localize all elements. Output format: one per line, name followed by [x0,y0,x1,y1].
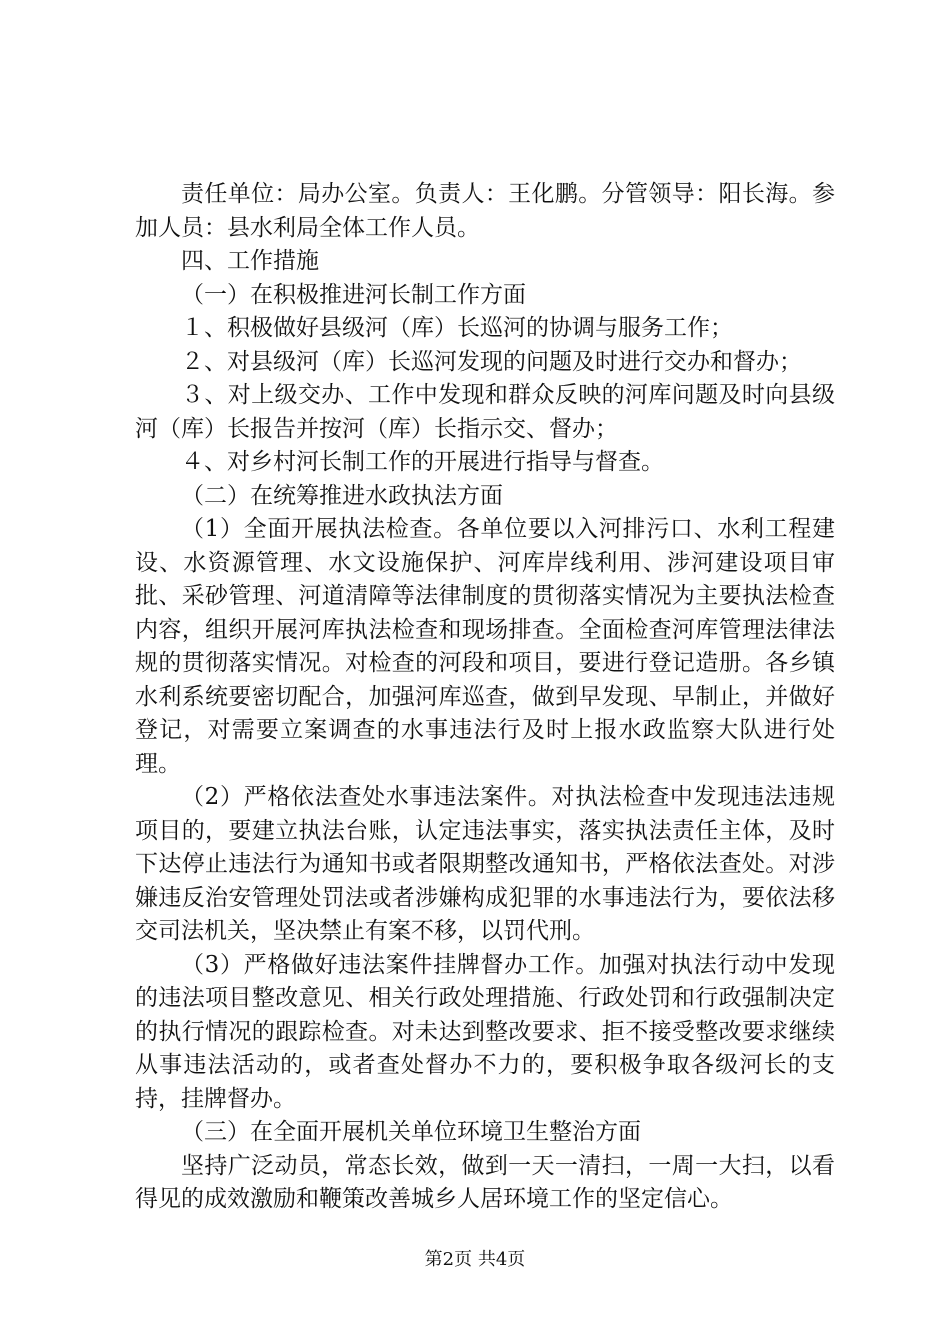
paragraph-supervision: （3）严格做好违法案件挂牌督办工作。加强对执法行动中发现的违法项目整改意见、相关行政处理措施、行政处罚和行政强制决定的执行情况的跟踪检查。对未达到整改要求、拒不接受整改要求继续从事违法活动的，或者查处督办不力的，要积极争取各级河长的支持，挂牌督办。 [135,951,835,1112]
list-item-4: ４、对乡村河长制工作的开展进行指导与督查。 [181,449,664,475]
section-heading-measures: 四、工作措施 [181,248,319,274]
paragraph-investigation: （2）严格依法查处水事违法案件。对执法检查中发现违法违规项目的，要建立执法台账，认定违法事实，落实执法责任主体，及时下达停止违法行为通知书或者限期整改通知书，严格依法查处。对涉嫌违反治安管理处罚法或者涉嫌构成犯罪的水事违法行为，要依法移交司法机关，坚决禁止有案不移，以罚代刑。 [135,784,835,944]
paragraph-inspection: （1）全面开展执法检查。各单位要以入河排污口、水利工程建设、水资源管理、水文设施保护、河库岸线利用、涉河建设项目审批、采砂管理、河道清障等法律制度的贯彻落实情况为主要执法检查内容，组织开展河库执法检查和现场排查。全面检查河库管理法律法规的贯彻落实情况。对检查的河段和项目，要进行登记造册。各乡镇水利系统要密切配合，加强河库巡查，做到早发现、早制止，并做好登记，对需要立案调查的水事违法行及时上报水政监察大队进行处理。 [135,516,835,777]
document-body [135,178,835,1217]
list-item-3: ３、对上级交办、工作中发现和群众反映的河库问题及时向县级河（库）长报告并按河（库）长指示交、督办； [135,382,835,442]
subsection-heading-river-chief: （一）在积极推进河长制工作方面 [181,281,526,308]
paragraph-responsibility: 责任单位：局办公室。负责人：王化鹏。分管领导：阳长海。参加人员：县水利局全体工作人员。 [135,181,835,241]
paragraph-environment: 坚持广泛动员，常态长效，做到一天一清扫，一周一大扫，以看得见的成效激励和鞭策改善城乡人居环境工作的坚定信心。 [135,1152,835,1212]
subsection-heading-environment: （三）在全面开展机关单位环境卫生整治方面 [181,1119,641,1145]
subsection-heading-law-enforcement: （二）在统筹推进水政执法方面 [181,482,503,509]
list-item-1: １、积极做好县级河（库）长巡河的协调与服务工作； [181,315,733,341]
list-item-2: ２、对县级河（库）长巡河发现的问题及时进行交办和督办； [181,348,802,375]
page-number-footer: 第2页 共4页 [424,1249,526,1270]
